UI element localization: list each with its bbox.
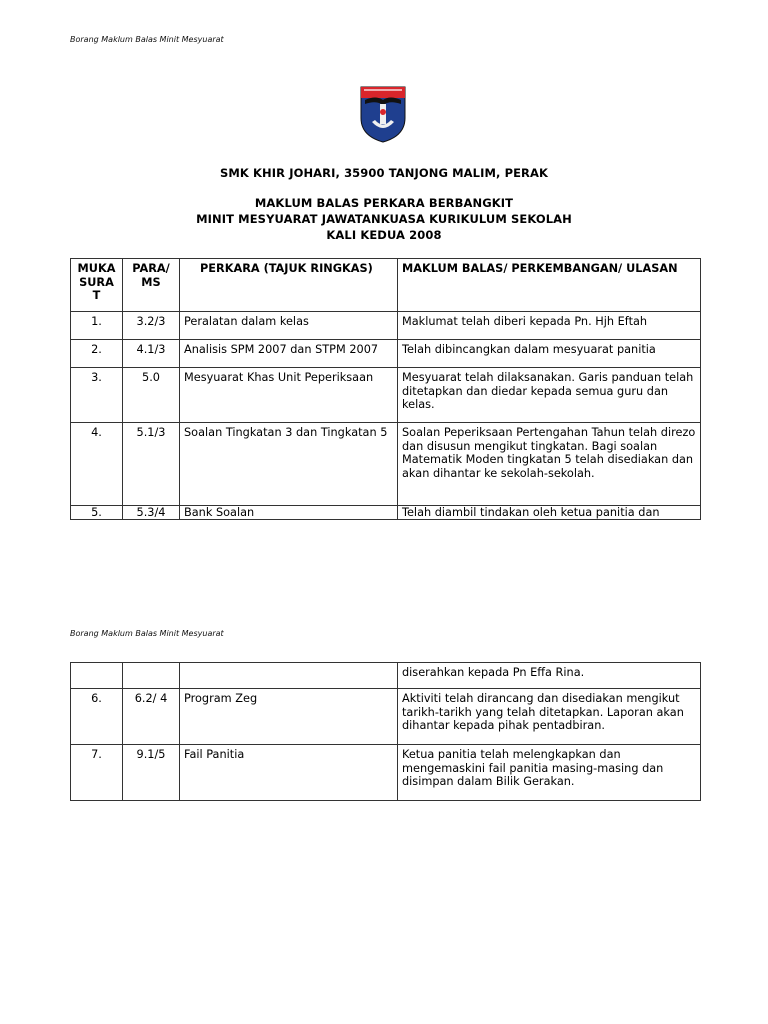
page-header-continued: Borang Maklum Balas Minit Mesyuarat: [70, 629, 224, 638]
header-perkara: PERKARA (TAJUK RINGKAS): [180, 259, 398, 312]
row-maklum-balas: Telah diambil tindakan oleh ketua panitia dan: [398, 506, 701, 520]
row-number: 6.: [71, 689, 123, 745]
row-number: 4.: [71, 423, 123, 506]
row-para: 9.1/5: [123, 745, 180, 801]
row-maklum-balas: Aktiviti telah dirancang dan disediakan mengikut tarikh-tarikh yang telah ditetapkan. Laporan akan dihantar kepada pihak pentadbiran.: [398, 689, 701, 745]
row-maklum-balas: diserahkan kepada Pn Effa Rina.: [398, 663, 701, 689]
row-perkara: Bank Soalan: [180, 506, 398, 520]
row-para: 5.1/3: [123, 423, 180, 506]
row-perkara: Fail Panitia: [180, 745, 398, 801]
table-row: [71, 312, 701, 340]
table-row: [71, 423, 701, 506]
row-perkara: Program Zeg: [180, 689, 398, 745]
row-perkara: Soalan Tingkatan 3 dan Tingkatan 5: [180, 423, 398, 506]
row-perkara: [180, 663, 398, 689]
row-perkara: Mesyuarat Khas Unit Peperiksaan: [180, 368, 398, 423]
school-crest-icon: [358, 84, 408, 144]
row-maklum-balas: Ketua panitia telah melengkapkan dan mengemaskini fail panitia masing-masing dan disimpan dalam Bilik Gerakan.: [398, 745, 701, 801]
table-row: [71, 689, 701, 745]
row-maklum-balas: Telah dibincangkan dalam mesyuarat panitia: [398, 340, 701, 368]
row-para: [123, 663, 180, 689]
table-row: [71, 506, 701, 520]
row-number: 5.: [71, 506, 123, 520]
header-muka-surat: MUKA SURA T: [71, 259, 123, 312]
row-number: 1.: [71, 312, 123, 340]
minutes-table-continued: [70, 662, 701, 801]
row-maklum-balas: Soalan Peperiksaan Pertengahan Tahun telah direzo dan disusun mengikut tingkatan. Bagi soalan Matematik Moden tingkatan 5 telah disediakan dan akan dihantar ke sekolah-sekolah.: [398, 423, 701, 506]
page-header: Borang Maklum Balas Minit Mesyuarat: [70, 35, 224, 44]
row-number: [71, 663, 123, 689]
table-row: [71, 745, 701, 801]
row-para: 5.3/4: [123, 506, 180, 520]
row-para: 6.2/ 4: [123, 689, 180, 745]
table-row: [71, 663, 701, 689]
row-para: 3.2/3: [123, 312, 180, 340]
row-perkara: Peralatan dalam kelas: [180, 312, 398, 340]
header-para-ms: PARA/ MS: [123, 259, 180, 312]
minutes-table: [70, 258, 701, 520]
row-maklum-balas: Maklumat telah diberi kepada Pn. Hjh Eftah: [398, 312, 701, 340]
row-number: 7.: [71, 745, 123, 801]
row-perkara: Analisis SPM 2007 dan STPM 2007: [180, 340, 398, 368]
header-maklum-balas: MAKLUM BALAS/ PERKEMBANGAN/ ULASAN: [398, 259, 701, 312]
row-para: 5.0: [123, 368, 180, 423]
title-line-1: MAKLUM BALAS PERKARA BERBANGKIT: [254, 196, 514, 210]
row-para: 4.1/3: [123, 340, 180, 368]
title-line-2: MINIT MESYUARAT JAWATANKUASA KURIKULUM SEKOLAH: [196, 212, 572, 226]
table-header-row: [71, 259, 701, 312]
school-name: SMK KHIR JOHARI, 35900 TANJONG MALIM, PERAK: [219, 166, 549, 180]
table-row: [71, 368, 701, 423]
row-maklum-balas: Mesyuarat telah dilaksanakan. Garis panduan telah ditetapkan dan diedar kepada semua guru dan kelas.: [398, 368, 701, 423]
row-number: 3.: [71, 368, 123, 423]
table-row: [71, 340, 701, 368]
title-line-3: KALI KEDUA 2008: [326, 228, 442, 242]
row-number: 2.: [71, 340, 123, 368]
